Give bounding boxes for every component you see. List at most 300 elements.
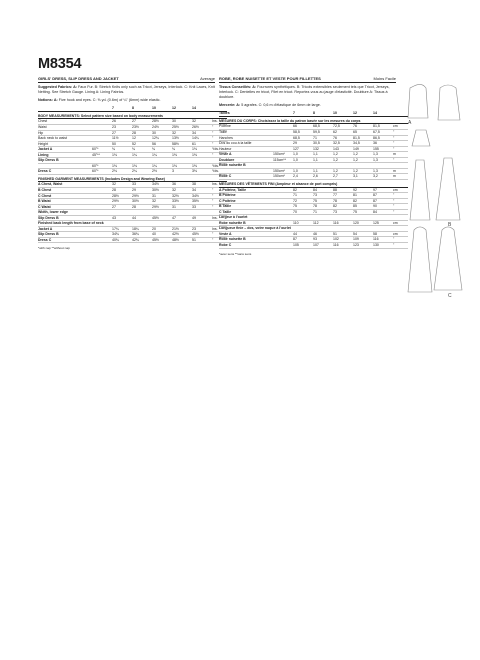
fabric-width: 45"**: [92, 152, 112, 158]
value-cell: 32,5: [333, 141, 353, 147]
value-cell: 13½: [172, 136, 192, 142]
value-cell: 78: [313, 204, 333, 210]
english-size-table: [38, 106, 227, 243]
fabrics-label: Tissus Conseillés: A:: [219, 84, 257, 89]
unit-cell: Ins.: [212, 119, 227, 125]
value-cell: 25½: [172, 124, 192, 130]
value-cell: 2,4: [293, 174, 313, 180]
value-cell: 1⅛: [112, 152, 132, 158]
value-cell: 116: [333, 220, 353, 226]
notions-text: 5 agrafes. C: 0,6 m d'élastique de 6mm de large.: [240, 103, 321, 108]
value-cell: 31: [172, 204, 192, 210]
value-cell: 42½: [172, 232, 192, 238]
unit-cell: cm: [393, 220, 408, 226]
value-cell: 27: [112, 204, 132, 210]
value-cell: 1¼: [152, 152, 172, 158]
value-cell: 1,2: [333, 157, 353, 163]
unit-cell: ": [393, 135, 408, 141]
value-cell: 1,2: [353, 152, 373, 158]
value-cell: 26½: [192, 124, 212, 130]
value-cell: 72,5: [333, 124, 353, 130]
unit-cell: cm: [393, 124, 408, 130]
jacket-front-sketch: [408, 84, 428, 118]
value-cell: 3⅛: [192, 169, 212, 175]
value-cell: 92: [353, 187, 373, 193]
value-cell: 46: [313, 231, 333, 237]
value-cell: 29½: [132, 193, 152, 199]
row-label: A Chest, Waist: [38, 182, 112, 188]
value-cell: 21½: [172, 226, 192, 232]
value-cell: 28: [132, 130, 152, 136]
value-cell: 81,5: [373, 124, 393, 130]
value-cell: 52: [132, 141, 152, 147]
unit-cell: ": [212, 193, 227, 199]
value-cell: 127: [293, 146, 313, 152]
value-cell: 75: [293, 204, 313, 210]
french-fabrics: [219, 85, 396, 100]
value-cell: 1,1: [313, 168, 333, 174]
unit-cell: ": [212, 188, 227, 194]
value-cell: 32: [172, 130, 192, 136]
value-cell: 3: [172, 169, 192, 175]
value-cell: 36: [373, 141, 393, 147]
value-cell: 56: [152, 141, 172, 147]
value-cell: 112: [313, 220, 333, 226]
value-cell: 14¼: [192, 136, 212, 142]
value-cell: 30½: [132, 199, 152, 205]
value-cell: 47: [172, 215, 192, 221]
english-difficulty: Average: [200, 76, 215, 81]
value-cell: 71: [313, 209, 333, 215]
value-cell: 102: [333, 237, 353, 243]
value-cell: 32½: [172, 193, 192, 199]
garment-label: Robe C: [219, 174, 273, 180]
value-cell: 33: [192, 204, 212, 210]
value-cell: 65: [353, 130, 373, 136]
value-cell: 75: [313, 198, 333, 204]
row-label: Height: [38, 141, 112, 147]
fabric-width: 60"*: [92, 147, 112, 153]
fabrics-text: Faux Fur. B: Stretch Knits only such as Tricot, Jerseys, Interlock. C: Knit Laces, Knit Netting. See Stretch Gauge. Lining A: Lining Fabrics.: [38, 84, 215, 94]
row-label: A Poitrine, Taille: [219, 187, 293, 193]
unit-cell: ": [212, 130, 227, 136]
notions-text: Five hook and eyes. C: ⅝ yd. (0.6m) of ¼" (6mm) wide elastic.: [57, 98, 161, 103]
value-cell: 44: [293, 231, 313, 237]
value-cell: 1⅛: [112, 163, 132, 169]
value-cell: 123: [353, 242, 373, 248]
unit-cell: Ins.: [212, 182, 227, 188]
value-cell: 32: [152, 199, 172, 205]
value-cell: 36: [172, 182, 192, 188]
row-label: C Chest: [38, 193, 112, 199]
value-cell: 3,1: [353, 174, 373, 180]
french-size-table: [219, 111, 408, 248]
size-header: 7: [293, 111, 313, 116]
unit-cell: ": [393, 237, 408, 243]
unit-cell: ": [393, 141, 408, 147]
value-cell: 30: [152, 130, 172, 136]
fabrics-text: Fourrures synthétiques. B: Tricots extensibles seulement tels que Tricot, Jerseys, Interlock. C: Dentelles en tricot, Filet en tricot. Reportez-vous au jauge d'elasticité. Doublure A: Tissus à doublure.: [219, 84, 390, 99]
value-cell: 32: [192, 119, 212, 125]
value-cell: 1,0: [293, 168, 313, 174]
unit-cell: ": [212, 136, 227, 142]
value-cell: 3,2: [373, 174, 393, 180]
row-label: Hauteur: [219, 146, 293, 152]
value-cell: 36¾: [132, 232, 152, 238]
value-cell: 32: [172, 188, 192, 194]
row-label: B Poitrine: [219, 193, 293, 199]
value-cell: 78: [333, 198, 353, 204]
value-cell: 31: [152, 193, 172, 199]
value-cell: 68,5: [313, 124, 333, 130]
row-label: Largeur à l'ourlet: [219, 215, 293, 221]
value-cell: 24½: [152, 124, 172, 130]
sketch-label-c: C: [448, 293, 452, 299]
row-label: C Taille: [219, 209, 293, 215]
finished-measurements-header: [219, 179, 408, 187]
value-cell: 2,6: [313, 174, 333, 180]
value-cell: 11½: [112, 136, 132, 142]
value-cell: 86,5: [373, 135, 393, 141]
unit-cell: ": [212, 141, 227, 147]
unit-cell: ": [393, 157, 408, 163]
value-cell: 40¾: [112, 237, 132, 243]
value-cell: 143: [333, 146, 353, 152]
value-cell: 34½: [152, 182, 172, 188]
body-measurements-header: [38, 111, 227, 119]
row-label: B Waist: [38, 199, 112, 205]
garment-label: Veste A: [219, 152, 273, 158]
row-label: C Poitrine: [219, 198, 293, 204]
size-header: 7: [112, 106, 132, 111]
value-cell: 85: [353, 204, 373, 210]
value-cell: 54: [353, 231, 373, 237]
value-cell: 107: [313, 242, 333, 248]
size-header: 8: [313, 111, 333, 116]
unit-cell: cm: [393, 187, 408, 193]
garment-label: Doublure: [219, 157, 273, 163]
value-cell: 87: [373, 198, 393, 204]
value-cell: 71: [313, 135, 333, 141]
unit-cell: ": [393, 209, 408, 215]
french-column: [219, 76, 396, 257]
row-label: Jacket A: [38, 226, 112, 232]
value-cell: 125: [373, 220, 393, 226]
value-cell: 29½: [152, 204, 172, 210]
value-cell: 66: [293, 124, 313, 130]
value-cell: 82: [333, 204, 353, 210]
value-cell: 2,7: [333, 174, 353, 180]
garment-label: Robe nuisette B: [219, 163, 273, 169]
unit-cell: m: [393, 168, 408, 174]
value-cell: 40: [152, 232, 172, 238]
unit-cell: ": [393, 193, 408, 199]
value-cell: ¾: [112, 147, 132, 153]
value-cell: 50: [112, 141, 132, 147]
value-cell: 97: [373, 187, 393, 193]
value-cell: 1⅛: [192, 147, 212, 153]
row-label: Hip: [38, 130, 112, 136]
slip-dress-front-sketch: [410, 160, 430, 220]
value-cell: 82: [293, 187, 313, 193]
value-cell: 1,3: [373, 152, 393, 158]
row-label: Robe nuisette B: [219, 220, 293, 226]
fabric-width: 115cm**: [273, 157, 293, 163]
value-cell: 116: [373, 237, 393, 243]
unit-cell: ": [393, 146, 408, 152]
value-cell: 1,3: [373, 157, 393, 163]
unit-cell: ": [393, 204, 408, 210]
value-cell: 132: [313, 146, 333, 152]
row-label: Back neck to waist: [38, 136, 112, 142]
size-header: 14: [192, 106, 212, 111]
notions-label: Notions: A:: [38, 98, 58, 103]
unit-cell: ": [393, 198, 408, 204]
finished-measurements-header: [38, 174, 227, 182]
value-cell: 84: [373, 209, 393, 215]
value-cell: 87: [373, 193, 393, 199]
section-title: MESURES DU CORPS: Choisissez la taille du patron basée sur les mesures du corps: [219, 116, 408, 124]
unit-cell: Ins.: [212, 215, 227, 221]
unit-cell: ": [212, 237, 227, 243]
unit-cell: ": [212, 199, 227, 205]
value-cell: 77: [333, 193, 353, 199]
value-cell: 149: [353, 146, 373, 152]
value-cell: 58,5: [293, 130, 313, 136]
english-fabrics: [38, 85, 215, 95]
top-sketch: [412, 130, 430, 146]
value-cell: 12¾: [152, 136, 172, 142]
value-cell: 45½: [152, 237, 172, 243]
value-cell: 1⅛: [172, 163, 192, 169]
value-cell: 45½: [192, 232, 212, 238]
value-cell: 1,1: [313, 157, 333, 163]
row-label: B Chest: [38, 188, 112, 194]
value-cell: 18¼: [132, 226, 152, 232]
value-cell: 1⅜: [192, 152, 212, 158]
size-header: 12: [353, 111, 373, 116]
row-label: Robe C: [219, 242, 293, 248]
row-label: Chest: [38, 119, 112, 125]
value-cell: 49: [192, 215, 212, 221]
unit-cell: Ins.: [212, 226, 227, 232]
english-notions: [38, 98, 215, 103]
value-cell: 51: [192, 237, 212, 243]
value-cell: 29½: [112, 199, 132, 205]
size-header: 10: [152, 106, 172, 111]
value-cell: 58: [373, 231, 393, 237]
value-cell: 73: [313, 193, 333, 199]
body-measurements-header: [219, 116, 408, 124]
value-cell: 1⅛: [132, 163, 152, 169]
value-cell: 68,5: [293, 135, 313, 141]
value-cell: 28½: [152, 119, 172, 125]
value-cell: 84: [313, 187, 333, 193]
value-cell: 81: [353, 193, 373, 199]
value-cell: 1,2: [333, 168, 353, 174]
value-cell: 51: [333, 231, 353, 237]
unit-cell: ": [393, 242, 408, 248]
slip-dress-back-sketch: [436, 158, 460, 220]
size-header: 8: [132, 106, 152, 111]
value-cell: 90: [373, 204, 393, 210]
unit-cell: ": [212, 152, 227, 158]
value-cell: 32: [112, 182, 132, 188]
section-title: FINISHED GARMENT MEASUREMENTS (Includes Design and Wearing Ease): [38, 174, 227, 182]
value-cell: 1,2: [353, 157, 373, 163]
value-cell: 1,2: [333, 152, 353, 158]
sketch-label-b: B: [448, 222, 452, 228]
garment-sketch-drawing: [404, 80, 466, 300]
unit-cell: Yds.: [212, 163, 227, 169]
value-cell: 82: [353, 198, 373, 204]
value-cell: 1,1: [313, 152, 333, 158]
garment-label: Dress C: [38, 169, 92, 175]
row-label: Veste A: [219, 231, 293, 237]
value-cell: ¾: [132, 147, 152, 153]
garment-label: Jacket A: [38, 147, 92, 153]
dress-c-front-sketch: [408, 227, 432, 292]
value-cell: 59,5: [313, 130, 333, 136]
value-cell: 12: [132, 136, 152, 142]
value-cell: 28: [132, 204, 152, 210]
value-cell: 105: [293, 242, 313, 248]
french-header: [219, 76, 396, 83]
notions-label: Mercerie: A:: [219, 103, 241, 108]
value-cell: 23: [192, 226, 212, 232]
value-cell: 93: [313, 237, 333, 243]
value-cell: 2⅛: [112, 169, 132, 175]
value-cell: 26: [112, 119, 132, 125]
value-cell: 27: [112, 130, 132, 136]
unit-cell: ": [212, 232, 227, 238]
garment-sketches: [404, 80, 466, 300]
row-label: Finished back length from base of neck: [38, 221, 112, 227]
unit-cell: m: [393, 174, 408, 180]
value-cell: 76: [333, 135, 353, 141]
value-cell: 1¼: [152, 163, 172, 169]
fabrics-label: Suggested Fabrics: A:: [38, 84, 77, 89]
english-header: [38, 76, 215, 83]
unit-cell: Yds.: [212, 169, 227, 175]
fabric-width: 150cm*: [273, 152, 293, 158]
value-cell: 38: [192, 182, 212, 188]
size-header: 12: [172, 106, 192, 111]
english-title: GIRLS' DRESS, SLIP DRESS AND JACKET: [38, 76, 119, 81]
value-cell: 1,0: [293, 152, 313, 158]
value-cell: 75: [353, 209, 373, 215]
value-cell: 155: [373, 146, 393, 152]
value-cell: 120: [353, 220, 373, 226]
value-cell: 2¼: [132, 169, 152, 175]
value-cell: 20: [152, 226, 172, 232]
value-cell: 1⅜: [172, 152, 192, 158]
value-cell: 1,3: [373, 168, 393, 174]
finished-measurement-row: [219, 242, 408, 248]
value-cell: ¾: [152, 147, 172, 153]
value-cell: 28½: [112, 193, 132, 199]
row-label: C Waist: [38, 204, 112, 210]
unit-cell: cm: [393, 231, 408, 237]
value-cell: 34,5: [353, 141, 373, 147]
value-cell: 27: [132, 119, 152, 125]
french-difficulty: Moins Facile: [373, 76, 396, 81]
section-title: MESURES DES VÊTEMENTS FINI (Ampleur et aisance de port compris): [219, 179, 408, 187]
row-label: Hanches: [219, 135, 293, 141]
sketch-label-a: A: [408, 120, 412, 126]
fabric-width: 150cm*: [273, 168, 293, 174]
value-cell: 71: [293, 193, 313, 199]
value-cell: 45½: [152, 215, 172, 221]
pattern-number: M8354: [38, 56, 82, 72]
value-cell: 17¼: [112, 226, 132, 232]
value-cell: 110: [293, 220, 313, 226]
value-cell: 33: [132, 182, 152, 188]
value-cell: 23: [112, 124, 132, 130]
row-label: Taille: [219, 130, 293, 136]
value-cell: 61: [192, 141, 212, 147]
value-cell: 34¾: [112, 232, 132, 238]
jacket-back-sketch: [438, 85, 460, 120]
value-cell: 29: [132, 188, 152, 194]
value-cell: 34½: [192, 193, 212, 199]
value-cell: 88: [333, 187, 353, 193]
english-column: [38, 76, 220, 252]
value-cell: 116: [333, 242, 353, 248]
garment-label: Slip Dress B: [38, 158, 92, 164]
value-cell: 43: [112, 215, 132, 221]
unit-cell: ": [393, 130, 408, 136]
section-title: BODY MEASUREMENTS: Select pattern size based on body measurements: [38, 111, 227, 119]
unit-cell: ": [212, 124, 227, 130]
value-cell: 58½: [172, 141, 192, 147]
row-label: Dress C: [38, 237, 112, 243]
value-cell: 109: [353, 237, 373, 243]
row-label: Longueur finie – dos, votre nuque à l'ourlet: [219, 226, 293, 232]
value-cell: ¾: [172, 147, 192, 153]
value-cell: 30: [172, 119, 192, 125]
unit-cell: Yds.: [212, 147, 227, 153]
size-header: 10: [333, 111, 353, 116]
value-cell: 87: [293, 237, 313, 243]
value-cell: 73: [333, 209, 353, 215]
value-cell: 29: [293, 141, 313, 147]
value-cell: 67,5: [373, 130, 393, 136]
dress-c-back-sketch: [434, 227, 462, 290]
value-cell: 62: [333, 130, 353, 136]
value-cell: 30,5: [313, 141, 333, 147]
value-cell: 34: [192, 130, 212, 136]
fabric-width: 60"*: [92, 169, 112, 175]
french-notions: [219, 103, 396, 108]
value-cell: 70: [293, 209, 313, 215]
value-cell: 23½: [132, 124, 152, 130]
size-header: 14: [373, 111, 393, 116]
value-cell: 130: [373, 242, 393, 248]
row-label: Robe nuisette B: [219, 237, 293, 243]
garment-label: Lining: [38, 152, 92, 158]
value-cell: 1⅜: [192, 163, 212, 169]
value-cell: 48½: [172, 237, 192, 243]
unit-cell: m: [393, 152, 408, 158]
value-cell: 42¾: [132, 237, 152, 243]
value-cell: 33½: [172, 199, 192, 205]
value-cell: 1,2: [353, 168, 373, 174]
sizes-label: Tailles: [219, 111, 273, 116]
row-label: Slip Dress B: [38, 232, 112, 238]
fabric-width: 60"*: [92, 163, 112, 169]
value-cell: 1,0: [293, 157, 313, 163]
